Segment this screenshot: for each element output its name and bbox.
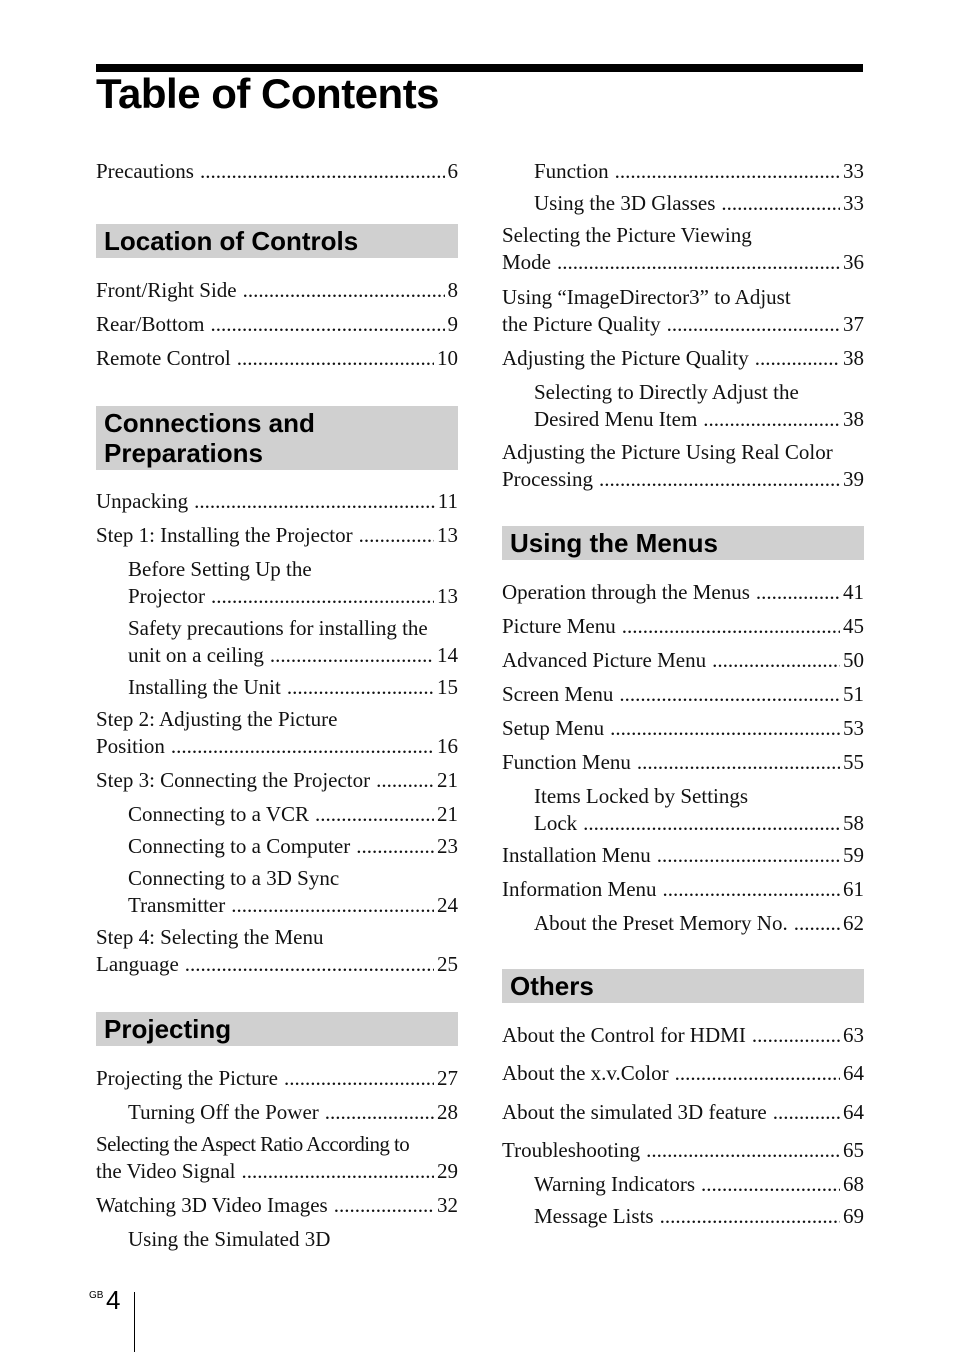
- toc-entry-adjusting-picture-quality[interactable]: Adjusting the Picture Quality ..... 38: [502, 345, 864, 372]
- section-location-of-controls: Location of Controls: [96, 224, 458, 258]
- toc-entry-troubleshooting[interactable]: Troubleshooting ..... 65: [502, 1137, 864, 1164]
- toc-entry-function-menu[interactable]: Function Menu ..... 55: [502, 749, 864, 776]
- toc-entry-screen-menu[interactable]: Screen Menu ..... 51: [502, 681, 864, 708]
- footer-language-code: GB: [89, 1290, 104, 1301]
- toc-entry-unpacking[interactable]: Unpacking ..... 11: [96, 488, 458, 515]
- section-using-the-menus: Using the Menus: [502, 526, 864, 560]
- toc-entry-watching-3d[interactable]: Watching 3D Video Images ..... 32: [96, 1192, 458, 1219]
- toc-entry-imagedirector3[interactable]: Using “ImageDirector3” to Adjust the Picture Quality ..... 37: [502, 284, 864, 338]
- toc-entry-step4[interactable]: Step 4: Selecting the Menu Language ..... 25: [96, 924, 458, 978]
- toc-entry-simulated-3d-function-cont[interactable]: Function ..... 33: [534, 158, 864, 185]
- section-connections-and-preparations: Connections and Preparations: [96, 406, 458, 470]
- toc-entry-before-setting-up[interactable]: Before Setting Up the Projector ..... 13: [128, 556, 458, 610]
- toc-entry-projecting-picture[interactable]: Projecting the Picture ..... 27: [96, 1065, 458, 1092]
- toc-entry-rear-bottom[interactable]: Rear/Bottom ..... 9: [96, 311, 458, 338]
- toc-entry-items-locked[interactable]: Items Locked by Settings Lock ..... 58: [534, 783, 864, 837]
- toc-entry-message-lists[interactable]: Message Lists ..... 69: [534, 1203, 864, 1230]
- toc-entry-setup-menu[interactable]: Setup Menu ..... 53: [502, 715, 864, 742]
- toc-entry-control-hdmi[interactable]: About the Control for HDMI ..... 63: [502, 1022, 864, 1049]
- toc-entry-directly-adjust[interactable]: Selecting to Directly Adjust the Desired Menu Item ..... 38: [534, 379, 864, 433]
- toc-entry-operation-menus[interactable]: Operation through the Menus ..... 41: [502, 579, 864, 606]
- toc-entry-aspect-ratio[interactable]: Selecting the Aspect Ratio According to the Video Signal ..... 29: [96, 1131, 458, 1185]
- toc-entry-remote-control[interactable]: Remote Control ..... 10: [96, 345, 458, 372]
- toc-entry-warning-indicators[interactable]: Warning Indicators ..... 68: [534, 1171, 864, 1198]
- toc-entry-installing-the-unit[interactable]: Installing the Unit ..... 15: [128, 674, 458, 701]
- toc-entry-information-menu[interactable]: Information Menu ..... 61: [502, 876, 864, 903]
- toc-entry-safety-precautions[interactable]: Safety precautions for installing the unit on a ceiling ..... 14: [128, 615, 458, 669]
- section-projecting: Projecting: [96, 1012, 458, 1046]
- toc-entry-connecting-computer[interactable]: Connecting to a Computer ..... 23: [128, 833, 458, 860]
- toc-entry-3d-glasses[interactable]: Using the 3D Glasses ..... 33: [534, 190, 864, 217]
- section-others: Others: [502, 969, 864, 1003]
- toc-entry-real-color-processing[interactable]: Adjusting the Picture Using Real Color Processing ..... 39: [502, 439, 864, 493]
- toc-entry-preset-memory[interactable]: About the Preset Memory No. ..... 62: [534, 910, 864, 937]
- footer-divider: [134, 1292, 135, 1352]
- toc-entry-installation-menu[interactable]: Installation Menu ..... 59: [502, 842, 864, 869]
- toc-entry-advanced-picture-menu[interactable]: Advanced Picture Menu ..... 50: [502, 647, 864, 674]
- page-title: Table of Contents: [96, 70, 440, 117]
- toc-entry-picture-menu[interactable]: Picture Menu ..... 45: [502, 613, 864, 640]
- toc-entry-connecting-vcr[interactable]: Connecting to a VCR ..... 21: [128, 801, 458, 828]
- toc-entry-step1[interactable]: Step 1: Installing the Projector ..... 13: [96, 522, 458, 549]
- toc-entry-step2[interactable]: Step 2: Adjusting the Picture Position ..... 16: [96, 706, 458, 760]
- toc-entry-step3[interactable]: Step 3: Connecting the Projector ..... 21: [96, 767, 458, 794]
- toc-entry-connecting-3d-sync[interactable]: Connecting to a 3D Sync Transmitter ..... 24: [128, 865, 458, 919]
- toc-entry-precautions[interactable]: Precautions ..... 6: [96, 158, 458, 185]
- toc-entry-turning-off-power[interactable]: Turning Off the Power ..... 28: [128, 1099, 458, 1126]
- toc-entry-xvcolor[interactable]: About the x.v.Color ..... 64: [502, 1060, 864, 1087]
- toc-entry-simulated-3d-function[interactable]: Using the Simulated 3D: [128, 1227, 331, 1251]
- toc-entry-picture-viewing-mode[interactable]: Selecting the Picture Viewing Mode ..... 36: [502, 222, 864, 276]
- toc-entry-front-right-side[interactable]: Front/Right Side ..... 8: [96, 277, 458, 304]
- toc-entry-simulated-3d-feature[interactable]: About the simulated 3D feature ..... 64: [502, 1099, 864, 1126]
- footer-page-number: 4: [106, 1285, 121, 1315]
